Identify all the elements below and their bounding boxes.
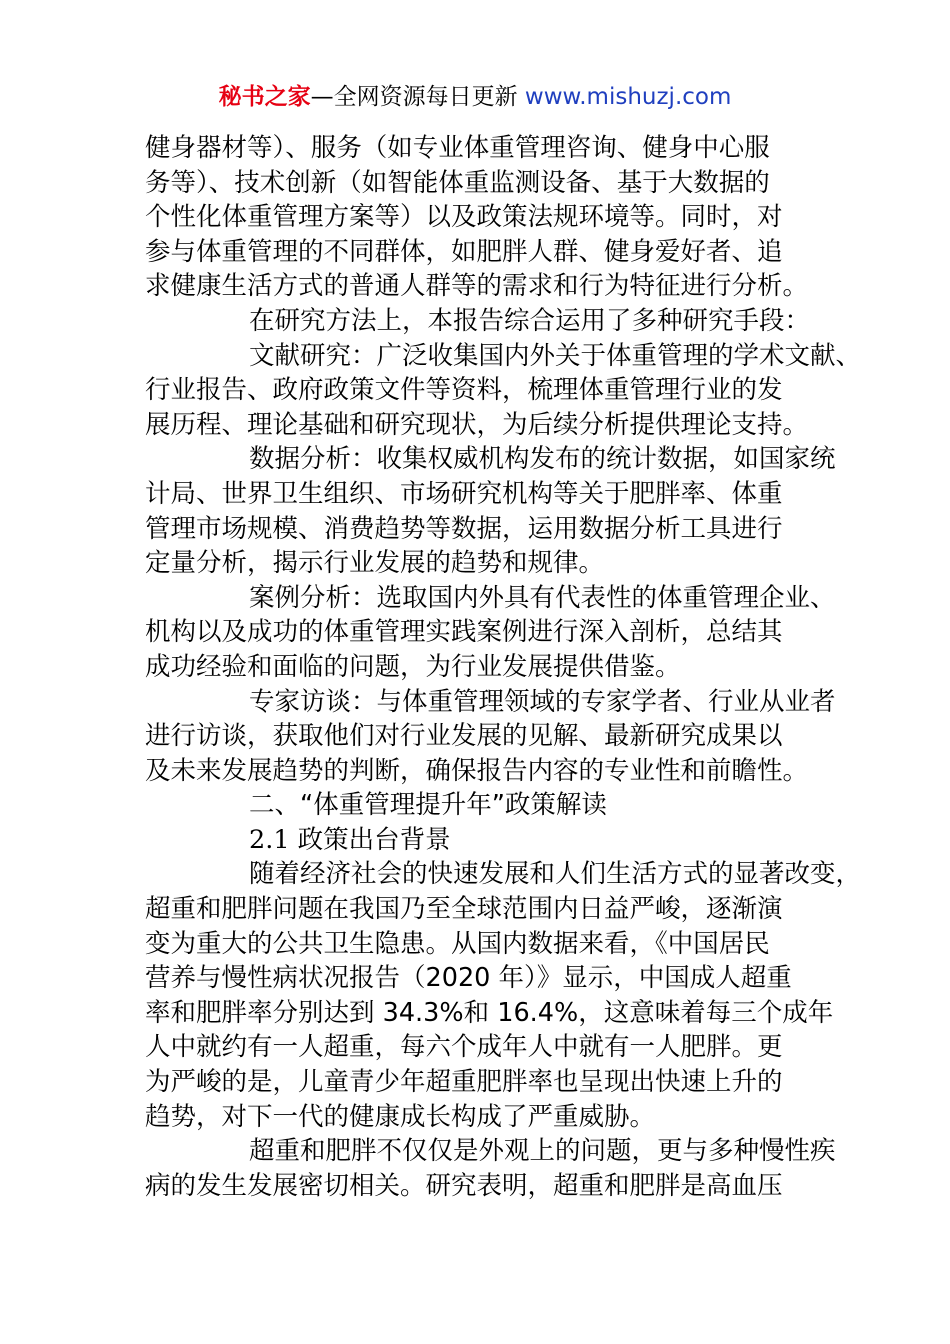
text-line: 在研究方法上，本报告综合运用了多种研究手段：	[249, 305, 811, 336]
text-line: 成功经验和面临的问题，为行业发展提供借鉴。	[145, 651, 681, 682]
text-line: 健身器材等）、服务（如专业体重管理咨询、健身中心服	[145, 133, 770, 163]
document-body	[145, 131, 862, 1203]
text-line: 趋势，对下一代的健康成长构成了严重威胁。	[145, 1101, 656, 1132]
header-tagline: —全网资源每日更新	[310, 84, 525, 110]
site-url-link[interactable]: www.mishuzj.com	[524, 84, 732, 110]
text-line: 病的发生发展密切相关。研究表明，超重和肥胖是高血压	[145, 1170, 783, 1201]
chapter-heading: 二、“体重管理提升年”政策解读	[249, 790, 607, 821]
text-line: 超重和肥胖不仅仅是外观上的问题，更与多种慢性疾	[249, 1136, 836, 1167]
text-line: 为严峻的是，儿童青少年超重肥胖率也呈现出快速上升的	[145, 1067, 783, 1098]
brand-name: 秘书之家	[218, 84, 311, 110]
section-case-analysis: 案例分析：选取国内外具有代表性的体重管理企业、	[249, 582, 836, 613]
text-line: 参与体重管理的不同群体，如肥胖人群、健身爱好者、追	[145, 236, 783, 267]
text-line: 随着经济社会的快速发展和人们生活方式的显著改变，	[249, 859, 862, 890]
text-line: 变为重大的公共卫生隐患。从国内数据来看，《中国居民	[145, 928, 770, 959]
text-line: 进行访谈，获取他们对行业发展的见解、最新研究成果以	[145, 721, 783, 752]
text-line: 个性化体重管理方案等）以及政策法规环境等。同时，对	[145, 202, 783, 233]
text-line: 求健康生活方式的普通人群等的需求和行为特征进行分析。	[145, 271, 809, 302]
text-line: 计局、世界卫生组织、市场研究机构等关于肥胖率、体重	[145, 478, 783, 509]
text-line: 营养与慢性病状况报告（2020 年）》显示，中国成人超重	[145, 963, 792, 994]
text-line: 管理市场规模、消费趋势等数据，运用数据分析工具进行	[145, 513, 783, 544]
text-line: 人中就约有一人超重，每六个成年人中就有一人肥胖。更	[145, 1032, 783, 1063]
section-literature-review: 文献研究：广泛收集国内外关于体重管理的学术文献、	[249, 340, 862, 371]
section-data-analysis: 数据分析：收集权威机构发布的统计数据，如国家统	[249, 444, 836, 475]
text-line: 超重和肥胖问题在我国乃至全球范围内日益严峻，逐渐演	[145, 894, 783, 925]
text-line: 及未来发展趋势的判断，确保报告内容的专业性和前瞻性。	[145, 755, 809, 786]
text-line: 机构以及成功的体重管理实践案例进行深入剖析，总结其	[145, 617, 783, 648]
subsection-heading: 2.1 政策出台背景	[249, 824, 451, 855]
text-line: 定量分析，揭示行业发展的趋势和规律。	[145, 548, 605, 579]
text-line: 务等）、技术创新（如智能体重监测设备、基于大数据的	[145, 167, 770, 198]
section-expert-interview: 专家访谈：与体重管理领域的专家学者、行业从业者	[249, 686, 836, 717]
text-line: 行业报告、政府政策文件等资料，梳理体重管理行业的发	[145, 375, 783, 406]
site-header	[0, 80, 950, 114]
text-line: 率和肥胖率分别达到 34.3%和 16.4%，这意味着每三个成年	[145, 997, 834, 1028]
text-line: 展历程、理论基础和研究现状，为后续分析提供理论支持。	[145, 409, 809, 440]
